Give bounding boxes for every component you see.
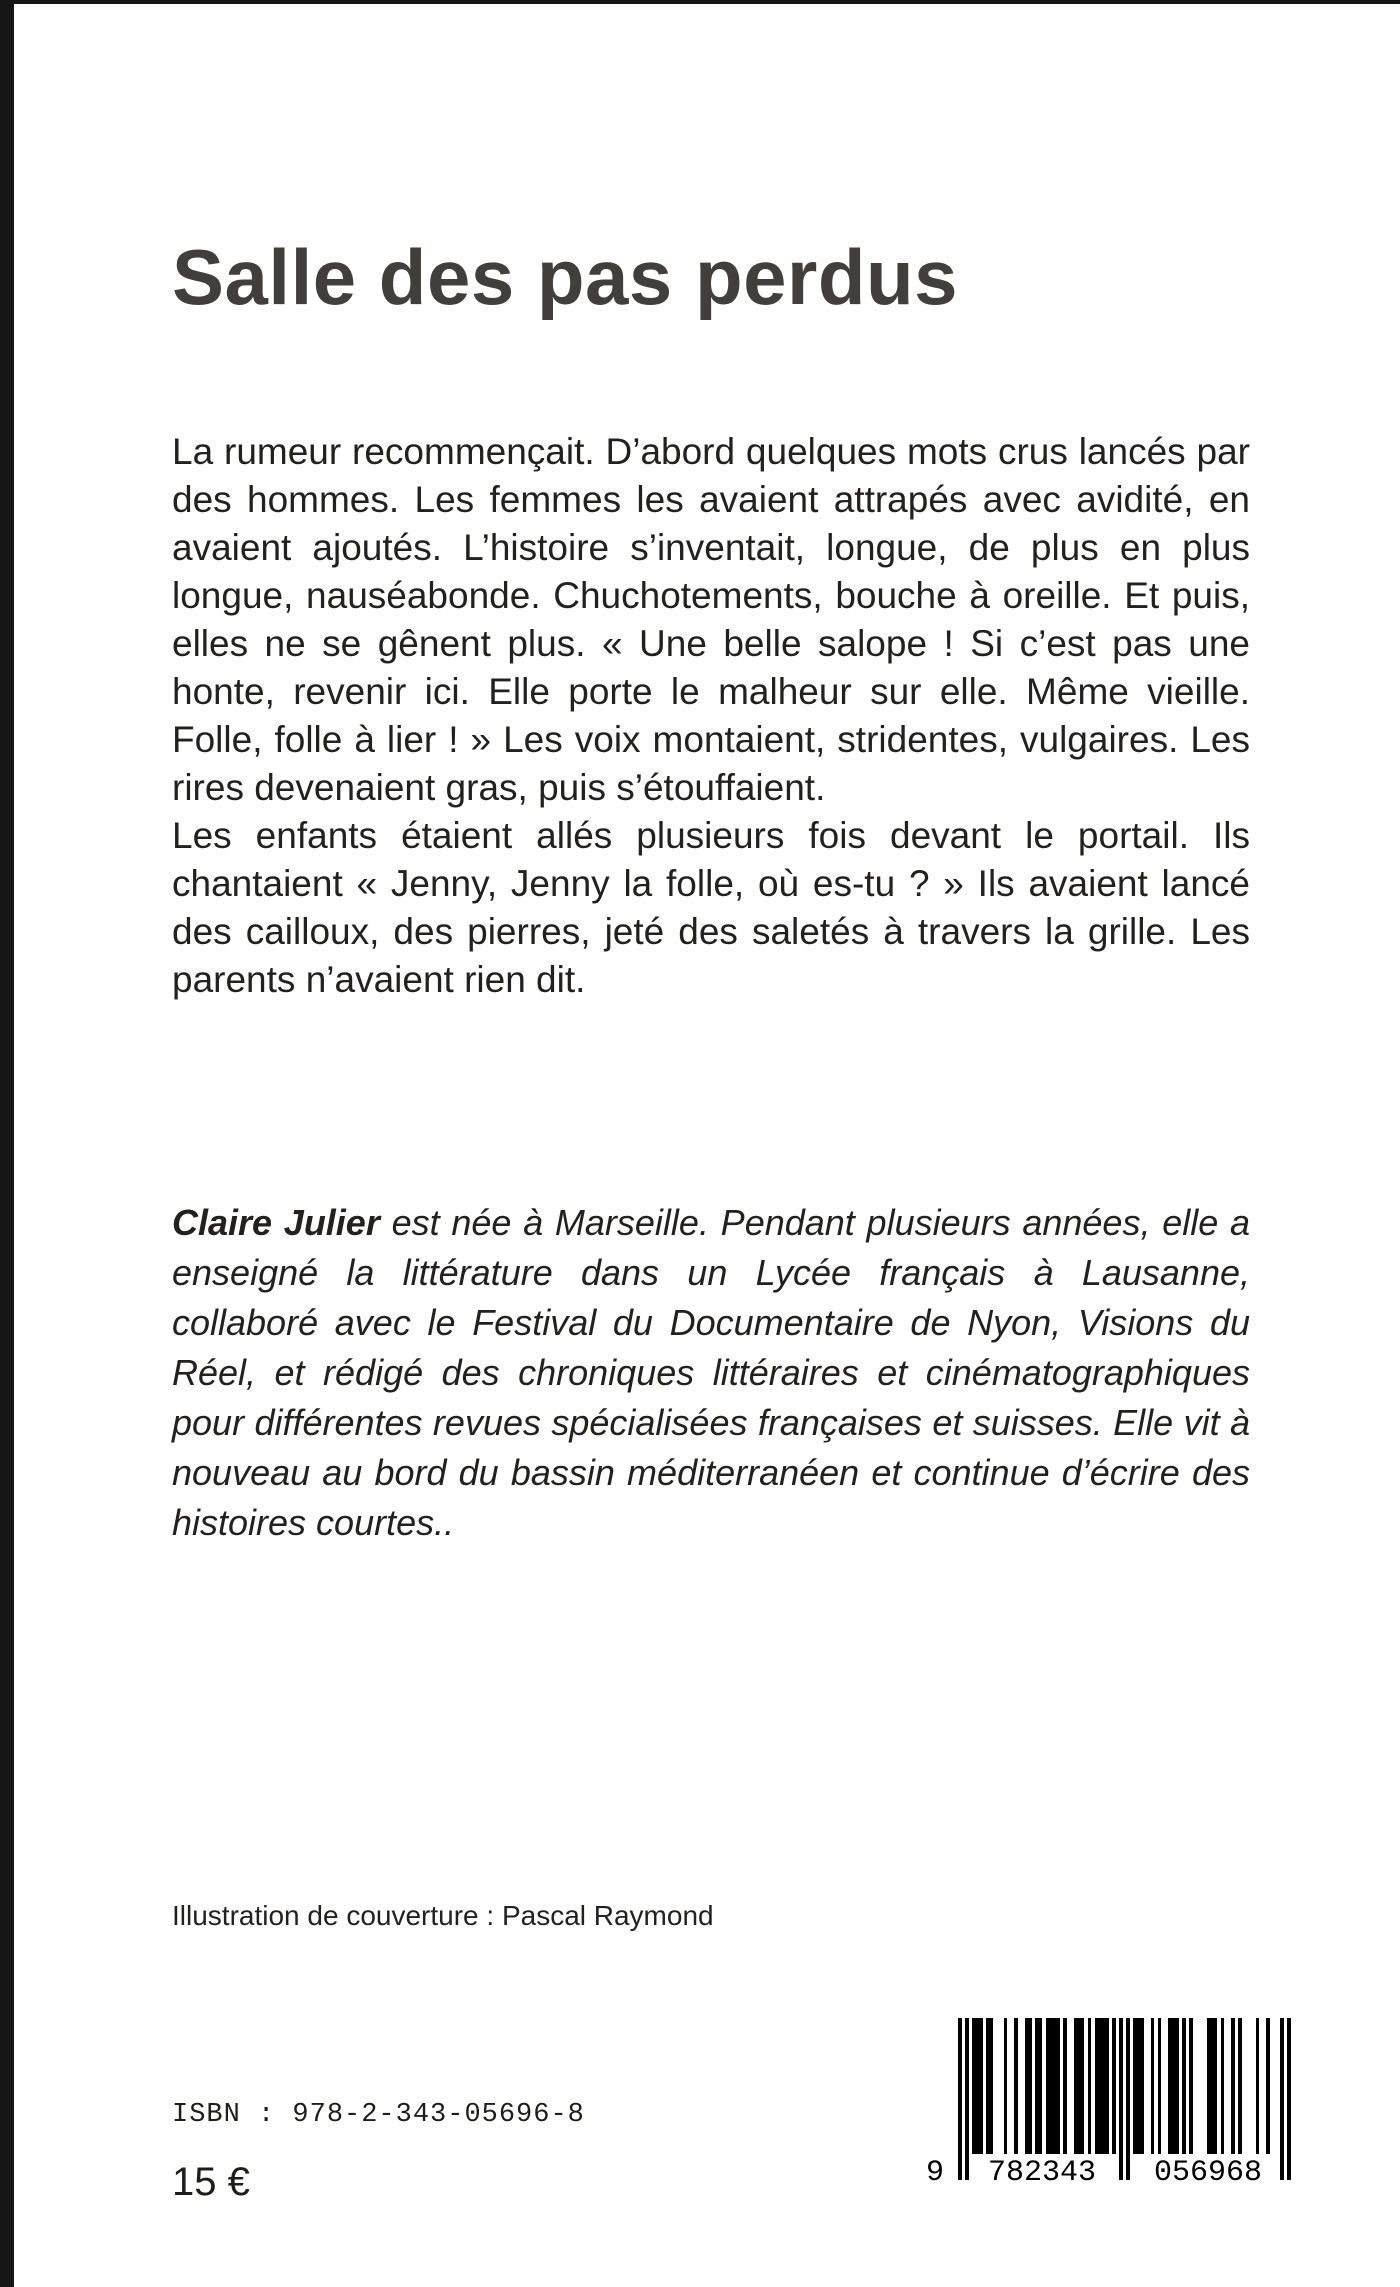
barcode-digits xyxy=(926,2154,1292,2190)
book-title: Salle des pas perdus xyxy=(172,233,959,321)
blurb-paragraph-1: La rumeur recommençait. D’abord quelques mots crus lancés par des hommes. Les femmes les avaient attrapés avec avidité, en avaient ajoutés. L’histoire s’inventait, longue, de plus en plus longue, nauséabonde. Chuchotements, bouche à oreille. Et puis, elles ne se gênent plus. « Une belle salope ! Si c’est pas une honte, revenir ici. Elle porte le malheur sur elle. Même vieille. Folle, folle à lier ! » Les voix montaient, stridentes, vulgaires. Les rires devenaient gras, puis s’étouffaient. xyxy=(172,431,1250,808)
barcode-digit-group-right: 056968 xyxy=(1153,2156,1263,2190)
author-bio xyxy=(172,1198,1250,1548)
back-cover-blurb xyxy=(172,428,1250,1004)
cover-top-edge xyxy=(0,0,1400,4)
price-label: 15 € xyxy=(172,2160,250,2204)
author-name: Claire Julier xyxy=(172,1202,380,1243)
author-bio-text: est née à Marseille. Pendant plusieurs années, elle a enseigné la littérature dans un Lycée français à Lausanne, collaboré avec le Festival du Documentaire de Nyon, Visions du Réel, et rédigé des chroniques littéraires et cinématographiques pour différentes revues spécialisées françaises et suisses. Elle vit à nouveau au bord du bassin méditerranéen et continue d’écrire des histoires courtes.. xyxy=(172,1202,1250,1543)
blurb-paragraph-2: Les enfants étaient allés plusieurs fois devant le portail. Ils chantaient « Jenny, Jenny la folle, où es-tu ? » Ils avaient lancé des cailloux, des pierres, jeté des saletés à travers la grille. Les parents n’avaient rien dit. xyxy=(172,815,1250,1000)
cover-left-edge xyxy=(0,0,14,2287)
barcode-digit-group-left: 782343 xyxy=(987,2156,1097,2190)
barcode-digit-lead: 9 xyxy=(926,2156,945,2190)
isbn-number: ISBN : 978-2-343-05696-8 xyxy=(172,2100,585,2130)
ean13-barcode xyxy=(926,2018,1292,2190)
illustration-credit: Illustration de couverture : Pascal Raymond xyxy=(172,1900,714,1931)
